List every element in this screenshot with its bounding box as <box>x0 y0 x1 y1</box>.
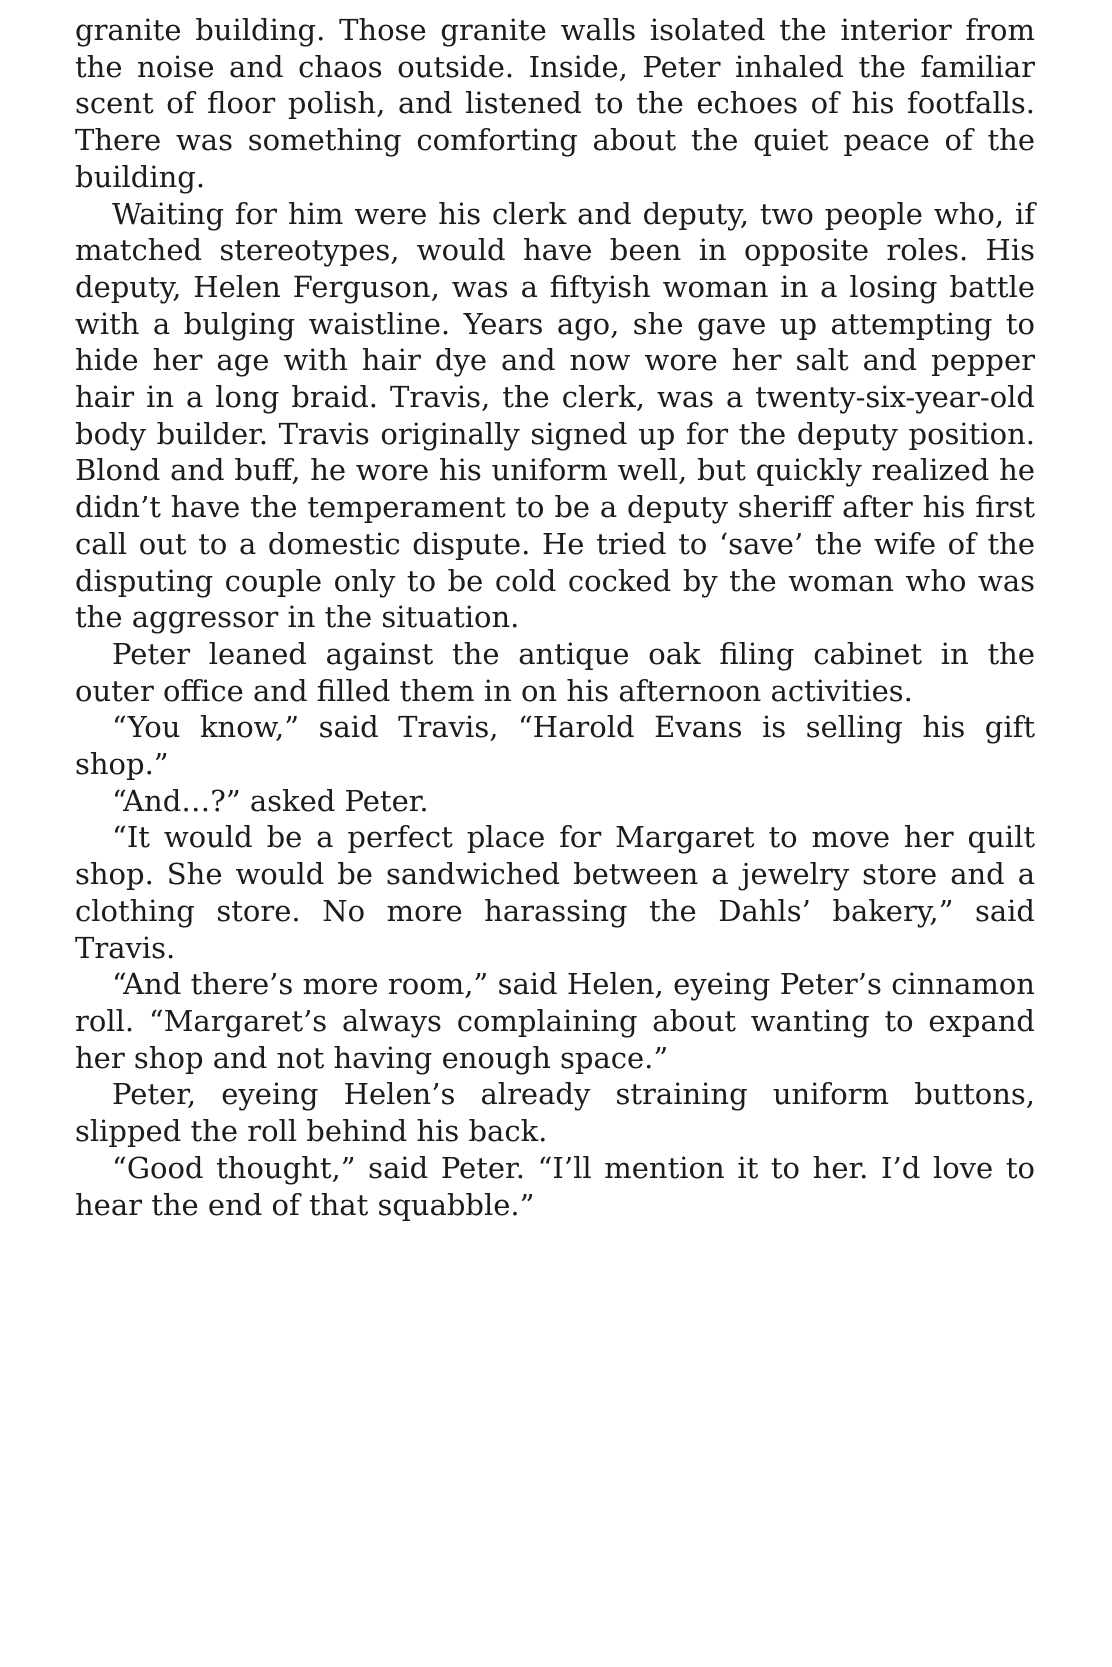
paragraph-more-room: “And there’s more room,” said Helen, eyeing Peter’s cinnamon roll. “Margaret’s always complaining about wanting to expand her shop and not having enough space.” <box>75 967 1035 1075</box>
paragraph-filing-cabinet: Peter leaned against the antique oak filing cabinet in the outer office and filled them in on his afternoon activities. <box>75 636 1035 708</box>
paragraph-clerk-and-deputy: Waiting for him were his clerk and deputy, two people who, if matched stereotypes, would have been in opposite roles. His deputy, Helen Ferguson, was a fiftyish woman in a losing battle with a bulging waistline. Years ago, she gave up attempting to hide her age with hair dye and now wore her salt and pepper hair in a long braid. Travis, the clerk, was a twenty-six-year-old body builder. Travis originally signed up for the deputy position. Blond and buff, he wore his uniform well, but quickly realized he didn’t have the temperament to be a deputy sheriff after his first call out to a domestic dispute. He tried to ‘save’ the wife of the disputing couple only to be cold cocked by the woman who was the aggressor in the situation. <box>75 196 1035 635</box>
paragraph-good-thought: “Good thought,” said Peter. “I’ll mention it to her. I’d love to hear the end of that squabble.” <box>75 1150 1035 1222</box>
paragraph-asked-peter: “And…?” asked Peter. <box>112 783 429 818</box>
paragraph-cinnamon-roll: Peter, eyeing Helen’s already straining uniform buttons, slipped the roll behind his back. <box>75 1077 1035 1149</box>
book-page <box>75 12 1035 1223</box>
paragraph-quilt-shop: “It would be a perfect place for Margaret to move her quilt shop. She would be sandwiched between a jewelry store and a clothing store. No more harassing the Dahls’ bakery,” said Travis. <box>75 820 1035 965</box>
paragraph-granite-building: granite building. Those granite walls isolated the interior from the noise and chaos outside. Inside, Peter inhaled the familiar scent of floor polish, and listened to the echoes of his footfalls. There was something comforting about the quiet peace of the building. <box>75 13 1035 194</box>
paragraph-gift-shop: “You know,” said Travis, “Harold Evans is selling his gift shop.” <box>75 710 1035 782</box>
